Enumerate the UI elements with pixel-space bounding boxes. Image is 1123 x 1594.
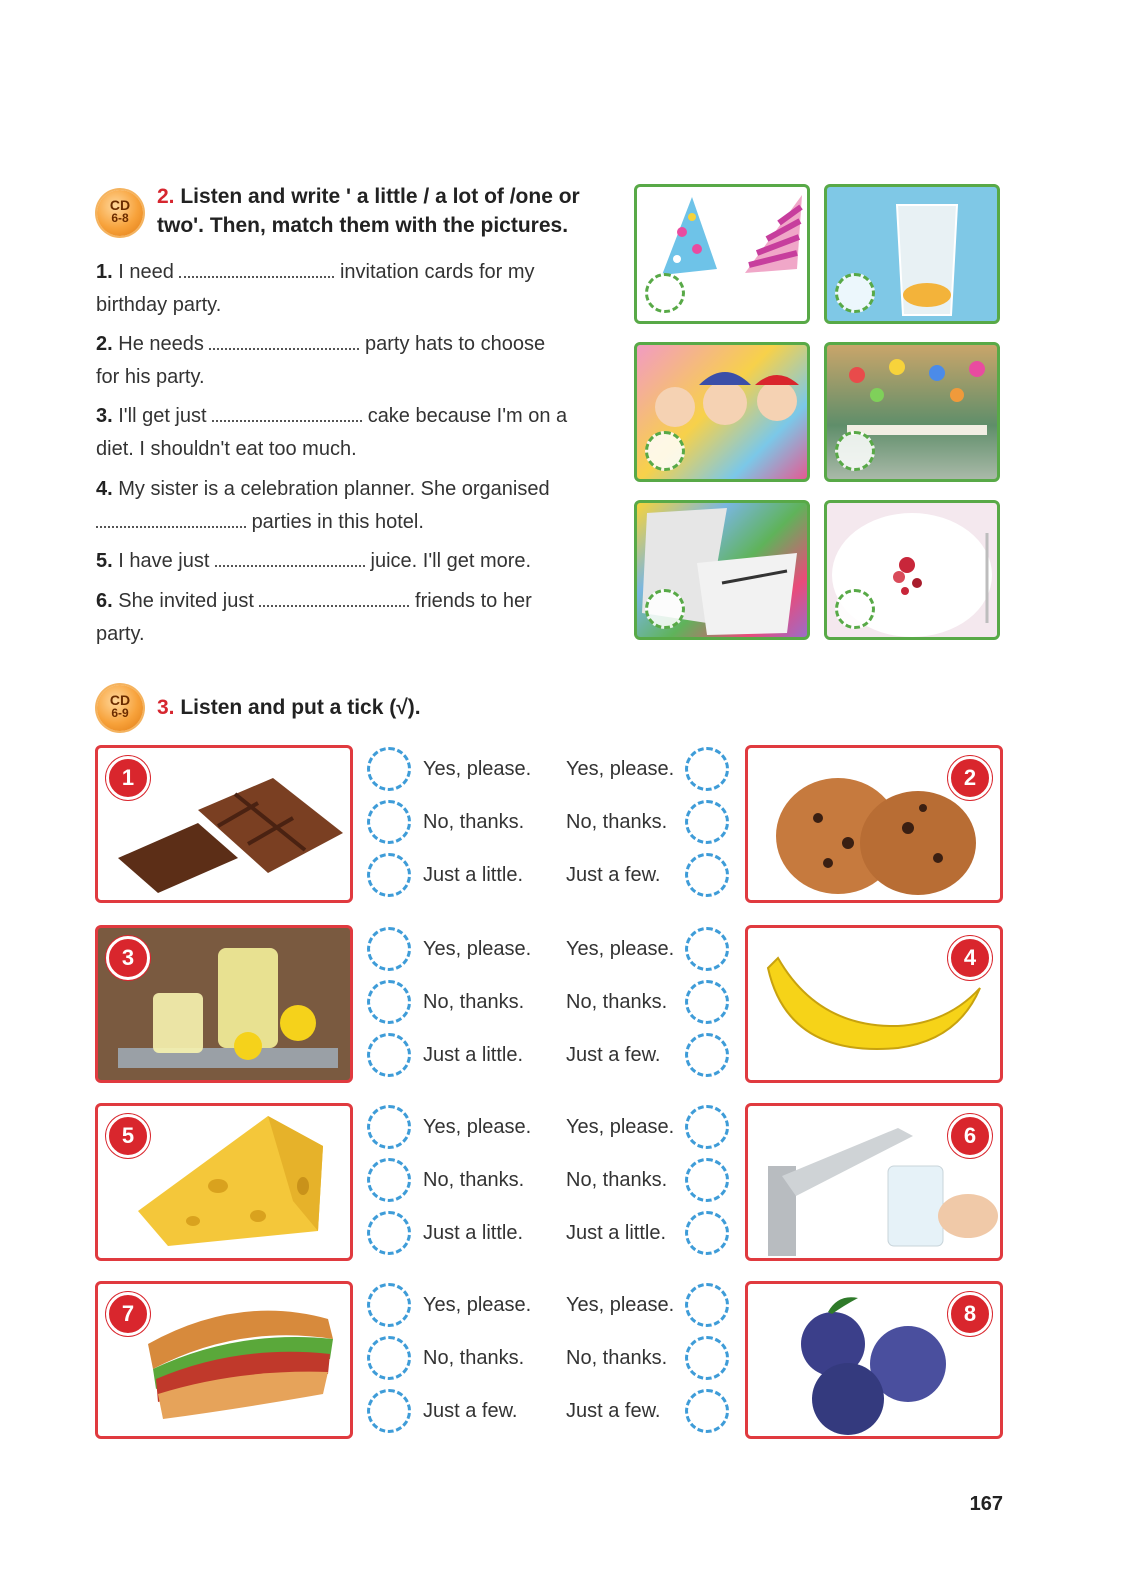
tick-circle[interactable] (367, 1105, 411, 1149)
match-circle[interactable] (835, 431, 875, 471)
item-number-badge: 8 (948, 1292, 992, 1336)
picture-party-hats (634, 184, 810, 324)
cd-badge-icon: CD 6-9 (97, 685, 143, 731)
item-number-badge: 4 (948, 936, 992, 980)
option-label: Yes, please. (566, 1294, 675, 1316)
item-number-badge: 3 (106, 936, 150, 980)
option-label: No, thanks. (423, 1347, 525, 1369)
tick-circle[interactable] (685, 747, 729, 791)
option-label: Just a little. (423, 1044, 524, 1066)
option-label: Just a little. (423, 1222, 524, 1244)
tick-circle[interactable] (685, 1211, 729, 1255)
tick-circle[interactable] (685, 1033, 729, 1077)
sentence-4: 4. My sister is a celebration planner. She organised parties in this hotel. (96, 478, 550, 533)
option-label: Just a few. (423, 1400, 518, 1422)
food-card-3 (95, 925, 353, 1083)
food-card-8 (745, 1281, 1003, 1439)
option-label: No, thanks. (566, 1347, 668, 1369)
option-label: Just a little. (566, 1222, 667, 1244)
food-card-2 (745, 745, 1003, 903)
tick-circle[interactable] (685, 853, 729, 897)
tick-circle[interactable] (685, 1158, 729, 1202)
tick-circle[interactable] (367, 853, 411, 897)
answer-blank[interactable] (259, 589, 409, 607)
exercise-3-title: 3. Listen and put a tick (√). (157, 696, 421, 719)
option-label: No, thanks. (566, 811, 668, 833)
option-label: Yes, please. (423, 1116, 532, 1138)
tick-circle[interactable] (685, 980, 729, 1024)
picture-cake-slice (824, 500, 1000, 640)
match-circle[interactable] (645, 431, 685, 471)
picture-glass-juice (824, 184, 1000, 324)
tick-circle[interactable] (367, 747, 411, 791)
answer-blank[interactable] (212, 404, 362, 422)
item-number-badge: 2 (948, 756, 992, 800)
match-circle[interactable] (645, 589, 685, 629)
picture-party-hall (824, 342, 1000, 482)
tick-circle[interactable] (367, 1033, 411, 1077)
option-label: No, thanks. (423, 811, 525, 833)
tick-circle[interactable] (685, 927, 729, 971)
option-label: Yes, please. (423, 758, 532, 780)
option-label: No, thanks. (423, 991, 525, 1013)
food-card-4 (745, 925, 1003, 1083)
tick-circle[interactable] (367, 1389, 411, 1433)
option-label: Just a few. (566, 1044, 661, 1066)
tick-circle[interactable] (367, 1283, 411, 1327)
sentence-5: 5. I have just juice. I'll get more. (96, 550, 532, 572)
tick-circle[interactable] (685, 1283, 729, 1327)
option-label: No, thanks. (566, 1169, 668, 1191)
match-circle[interactable] (835, 273, 875, 313)
sentence-1: 1. I need invitation cards for my birthday party. (96, 261, 535, 316)
tick-circle[interactable] (367, 927, 411, 971)
food-card-6 (745, 1103, 1003, 1261)
match-circle[interactable] (835, 589, 875, 629)
tick-circle[interactable] (367, 1211, 411, 1255)
answer-blank[interactable] (179, 260, 334, 278)
option-label: Just a few. (566, 1400, 661, 1422)
picture-kids-party (634, 342, 810, 482)
food-card-5 (95, 1103, 353, 1261)
option-label: Just a few. (566, 864, 661, 886)
item-number-badge: 7 (106, 1292, 150, 1336)
tick-circle[interactable] (367, 800, 411, 844)
item-number-badge: 6 (948, 1114, 992, 1158)
option-label: No, thanks. (423, 1169, 525, 1191)
option-label: Yes, please. (566, 758, 675, 780)
tick-circle[interactable] (367, 980, 411, 1024)
tick-circle[interactable] (367, 1336, 411, 1380)
sentence-3: 3. I'll get just cake because I'm on a diet. I shouldn't eat too much. (96, 405, 568, 460)
food-card-7 (95, 1281, 353, 1439)
option-label: Yes, please. (566, 938, 675, 960)
sentence-6: 6. She invited just friends to her party. (96, 590, 532, 645)
exercise-2-title: 2. Listen and write ' a little / a lot of /one or two'. Then, match them with the pictures. (157, 185, 580, 237)
cd-badge-icon: CD 6-8 (97, 190, 143, 236)
page-number: 167 (969, 1493, 1003, 1515)
option-label: Yes, please. (566, 1116, 675, 1138)
item-number-badge: 5 (106, 1114, 150, 1158)
food-card-1 (95, 745, 353, 903)
tick-circle[interactable] (367, 1158, 411, 1202)
option-label: Yes, please. (423, 938, 532, 960)
item-number-badge: 1 (106, 756, 150, 800)
answer-blank[interactable] (215, 549, 365, 567)
option-label: No, thanks. (566, 991, 668, 1013)
option-label: Just a little. (423, 864, 524, 886)
tick-circle[interactable] (685, 1105, 729, 1149)
option-label: Yes, please. (423, 1294, 532, 1316)
picture-invitation-cards (634, 500, 810, 640)
answer-blank[interactable] (209, 332, 359, 350)
tick-circle[interactable] (685, 1336, 729, 1380)
tick-circle[interactable] (685, 1389, 729, 1433)
match-circle[interactable] (645, 273, 685, 313)
tick-circle[interactable] (685, 800, 729, 844)
answer-blank[interactable] (96, 510, 246, 528)
sentence-2: 2. He needs party hats to choose for his party. (96, 333, 546, 388)
